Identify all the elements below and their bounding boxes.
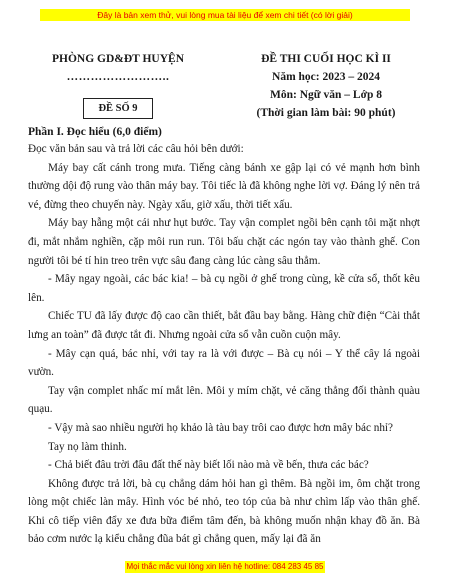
department-name: PHÒNG GD&ĐT HUYỆN	[51, 53, 185, 65]
passage-paragraph: - Vậy mà sao nhiều người họ khảo là tàu bay trôi cao được hơn mây bác nhỉ?	[48, 421, 393, 434]
exam-code-box: ĐỀ SỐ 9	[83, 98, 152, 119]
passage-paragraph: - Mây cạn quá, bác nhỉ, với tay ra là với được – Bà cụ nói – Y thể cây lá ngoài vườn.	[28, 347, 420, 379]
passage-paragraph: Tay nọ làm thinh.	[48, 440, 127, 453]
exam-title: ĐỀ THI CUỐI HỌC KÌ II	[261, 53, 391, 65]
passage-paragraph: Tay vận complet nhấc mí mắt lên. Môi y mím chặt, vẻ căng thẳng đối thành quàu quạu.	[28, 384, 420, 416]
district-placeholder: ……………………..	[66, 71, 170, 83]
exam-content	[28, 124, 420, 549]
passage-paragraph: Máy bay cất cánh trong mưa. Tiếng càng bánh xe gập lại có vẻ mạnh hơn bình thường dội độ rung vào thân máy bay. Tôi tiếc là đã không nghe lời vợ. Đáng lý nên trả vé, đừng theo chuyến này. Ngày xấu, giờ xấu, thời tiết xấu.	[28, 161, 420, 211]
passage-paragraph: - Mây ngay ngoài, các bác kia! – bà cụ ngồi ở ghế trong cùng, kề cửa sổ, thốt kêu lên.	[28, 273, 420, 304]
passage-paragraph: Máy bay hẫng một cái như hụt bước. Tay vận complet ngồi bên cạnh tôi mặt nhợt đi, mắt nhắm nghiền, cặp môi run run. Tôi bấu chặt các ngón tay vào thành ghế. Con người tôi bé tí hin treo trên vực sâu đang càng lúc càng sâu thẳm.	[28, 217, 420, 267]
hotline-footer: Mọi thắc mắc vui lòng xin liên hệ hotline: 084 283 45 85	[126, 562, 324, 571]
subject-grade: Môn: Ngữ văn – Lớp 8	[270, 89, 382, 101]
passage-paragraph: - Chả biết đâu trời đâu đất thế này biết lối nào mà về bến, thưa các bác?	[48, 459, 369, 472]
exam-duration: (Thời gian làm bài: 90 phút)	[256, 107, 396, 119]
header-right	[236, 50, 416, 122]
school-year: Năm học: 2023 – 2024	[272, 71, 380, 83]
instruction: Đọc văn bản sau và trả lời các câu hỏi bên dưới:	[28, 143, 244, 155]
passage-paragraph: Không được trả lời, bà cụ chẳng dám hỏi han gì thêm. Bà ngồi im, ôm chặt trong lòng một chiếc làn mây. Hình vóc bé nhỏ, teo tóp của bà như chìm lấp vào thân ghế. Khi cô tiếp viên đẩy xe đưa bữa điểm tâm đến, bà không muốn nhận khay đồ ăn. Bà bảo cơm nước lạ kiểu chẳng đũa bát gì chẳng quen, mấy lại đã ăn	[28, 477, 420, 546]
passage-paragraph: Chiếc TU đã lấy được độ cao cần thiết, bắt đầu bay bằng. Hàng chữ điện “Cài thắt lưng an toàn” đã được tắt đi. Nhưng ngoài cửa sổ vẫn cuồn cuộn mây.	[28, 310, 420, 341]
section-title: Phần I. Đọc hiểu (6,0 điểm)	[28, 126, 162, 138]
header-left	[28, 50, 208, 119]
preview-banner: Đây là bản xem thử, vui lòng mua tài liệu để xem chi tiết (có lời giải)	[40, 9, 410, 21]
